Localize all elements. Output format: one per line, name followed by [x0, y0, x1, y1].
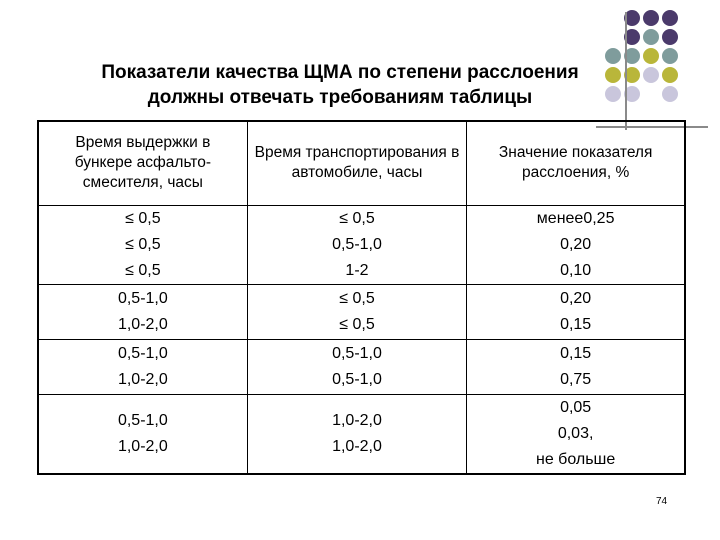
- table-cell: [467, 284, 685, 339]
- decorative-dot: [643, 48, 659, 64]
- decorative-dot: [662, 29, 678, 45]
- cell-line: ≤ 0,5: [339, 209, 375, 227]
- table-cell: [247, 205, 467, 284]
- cell-line: 0,5-1,0: [117, 289, 168, 307]
- table-row: [38, 205, 685, 284]
- cell-line: 1-2: [345, 261, 369, 279]
- cell-line: 0,05: [560, 398, 592, 416]
- cell-line: 0,10: [560, 261, 592, 279]
- cell-line: 0,20: [560, 289, 592, 307]
- table-cell: [247, 284, 467, 339]
- segregation-table: [37, 120, 686, 475]
- table-cell: [38, 339, 247, 394]
- cell-line: 0,15: [560, 315, 592, 333]
- decorative-dot: [643, 67, 659, 83]
- cell-line: ≤ 0,5: [339, 315, 375, 333]
- cell-line: 1,0-2,0: [117, 370, 168, 388]
- page-number: 74: [656, 496, 668, 507]
- table-cell: [38, 394, 247, 474]
- decorative-dot: [662, 67, 678, 83]
- cell-line: ≤ 0,5: [339, 289, 375, 307]
- table-cell: [38, 205, 247, 284]
- slide-title: [60, 60, 620, 110]
- table-cell: [467, 205, 685, 284]
- cell-line: 0,5-1,0: [332, 235, 382, 253]
- cell-line: ≤ 0,5: [125, 261, 161, 279]
- cell-line: 0,5-1,0: [332, 344, 382, 362]
- table-row: [38, 339, 685, 394]
- decorative-vertical-line: [625, 12, 627, 130]
- header-transport-time: Время транспортирования в автомобиле, часы: [247, 121, 467, 205]
- table-cell: [467, 339, 685, 394]
- title-line-1: Показатели качества ЩМА по степени расслоения: [101, 62, 579, 83]
- table-row: [38, 394, 685, 474]
- table-header-row: [38, 121, 685, 205]
- cell-line: 0,5-1,0: [332, 370, 382, 388]
- cell-line: 0,5-1,0: [117, 411, 168, 429]
- table-cell: [38, 284, 247, 339]
- cell-line: 0,75: [560, 370, 592, 388]
- cell-line: 1,0-2,0: [332, 411, 382, 429]
- cell-line: ≤ 0,5: [125, 209, 161, 227]
- cell-line: 0,5-1,0: [117, 344, 168, 362]
- cell-line: 1,0-2,0: [117, 437, 168, 455]
- cell-line: 1,0-2,0: [117, 315, 168, 333]
- header-hold-time: Время выдержки в бункере асфальто-смесителя, часы: [38, 121, 247, 205]
- table-cell: [247, 394, 467, 474]
- table-row: [38, 284, 685, 339]
- cell-line: 0,20: [560, 235, 592, 253]
- decorative-dot: [662, 10, 678, 26]
- table-cell: [247, 339, 467, 394]
- cell-line: 0,15: [560, 344, 592, 362]
- decorative-dot: [643, 10, 659, 26]
- title-line-2: должны отвечать требованиям таблицы: [147, 87, 533, 108]
- cell-line: 1,0-2,0: [332, 437, 382, 455]
- cell-line: не больше: [535, 450, 616, 468]
- header-segregation-value: Значение показателя расслоения, %: [467, 121, 685, 205]
- cell-line: менее0,25: [536, 209, 615, 227]
- decorative-dot: [662, 86, 678, 102]
- table-cell: [467, 394, 685, 474]
- cell-line: ≤ 0,5: [125, 235, 161, 253]
- decorative-dot: [662, 48, 678, 64]
- decorative-dot: [643, 29, 659, 45]
- cell-line: 0,03,: [557, 424, 594, 442]
